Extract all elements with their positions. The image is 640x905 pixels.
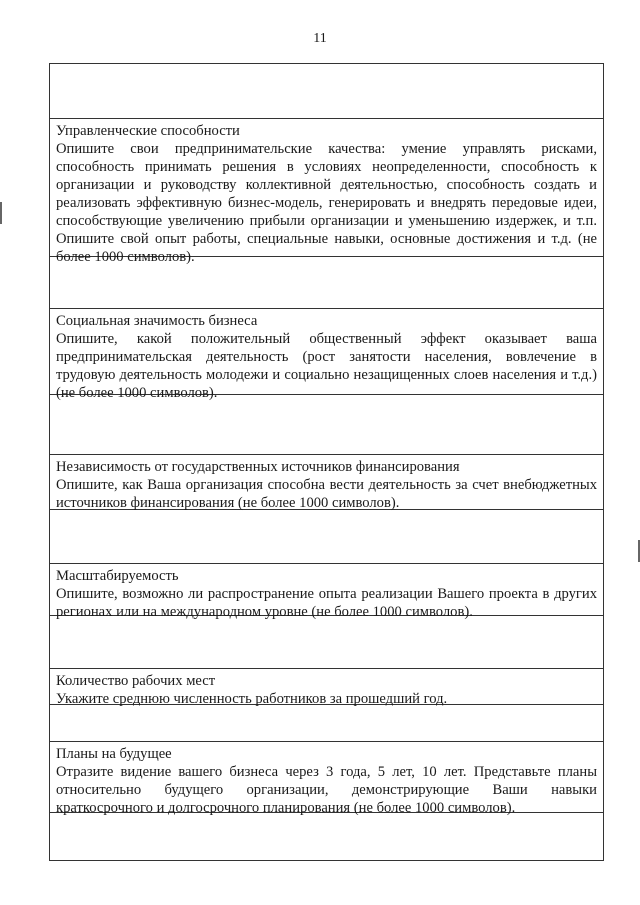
- section-management-skills: [50, 118, 603, 265]
- section-heading: Масштабируемость: [56, 568, 179, 584]
- section-description: Опишите свои предпринимательские качества: умение управлять рисками, способность принимать решения в условиях неопределенности, способность к организации и руководству коллективной деятельностью, способность создать и реализовать эффективную бизнес-модель, генерировать и внедрять передовые идеи, способствующие увеличению прибыли организации и уменьшению издержек, и т.п. Опишите свой опыт работы, специальные навыки, основные достижения и т.д. (не более 1000 символов).: [56, 141, 597, 265]
- form-table: [49, 63, 604, 861]
- section-description: Опишите, какой положительный общественный эффект оказывает ваша предпринимательская деятельность (рост занятости населения, вовлечение в трудовую деятельность молодежи и социально незащищенных слоев населения и т.д.) (не более 1000 символов).: [56, 331, 597, 401]
- section-heading: Управленческие способности: [56, 123, 240, 139]
- answer-field-social-significance[interactable]: [50, 394, 603, 454]
- section-social-significance: [50, 308, 603, 401]
- answer-field-previous[interactable]: [50, 64, 603, 118]
- section-financial-independence: [50, 454, 603, 509]
- page-number: 11: [313, 31, 327, 46]
- section-heading: Социальная значимость бизнеса: [56, 313, 258, 329]
- section-description: Отразите видение вашего бизнеса через 3 года, 5 лет, 10 лет. Представьте планы относительно будущего организации, демонстрирующие Ваши навыки краткосрочного и долгосрочного планирования (не более 1000 символов).: [56, 764, 597, 816]
- section-heading: Количество рабочих мест: [56, 673, 216, 689]
- section-heading: Независимость от государственных источников финансирования: [56, 459, 460, 475]
- section-description: Опишите, как Ваша организация способна вести деятельность за счет внебюджетных источников финансирования (не более 1000 символов).: [56, 477, 597, 511]
- section-description: Укажите среднюю численность работников за прошедший год.: [56, 691, 448, 707]
- answer-field-financial-independence[interactable]: [50, 509, 603, 563]
- answer-field-jobs-count[interactable]: [50, 704, 603, 741]
- section-future-plans: [50, 741, 603, 816]
- section-jobs-count: [50, 668, 603, 707]
- answer-field-future-plans[interactable]: [50, 812, 603, 860]
- scan-edge-mark: [0, 202, 2, 224]
- section-description: Опишите, возможно ли распространение опыта реализации Вашего проекта в других регионах или на международном уровне (не более 1000 символов).: [56, 586, 597, 620]
- section-heading: Планы на будущее: [56, 746, 172, 762]
- section-scalability: [50, 563, 603, 620]
- answer-field-scalability[interactable]: [50, 615, 603, 668]
